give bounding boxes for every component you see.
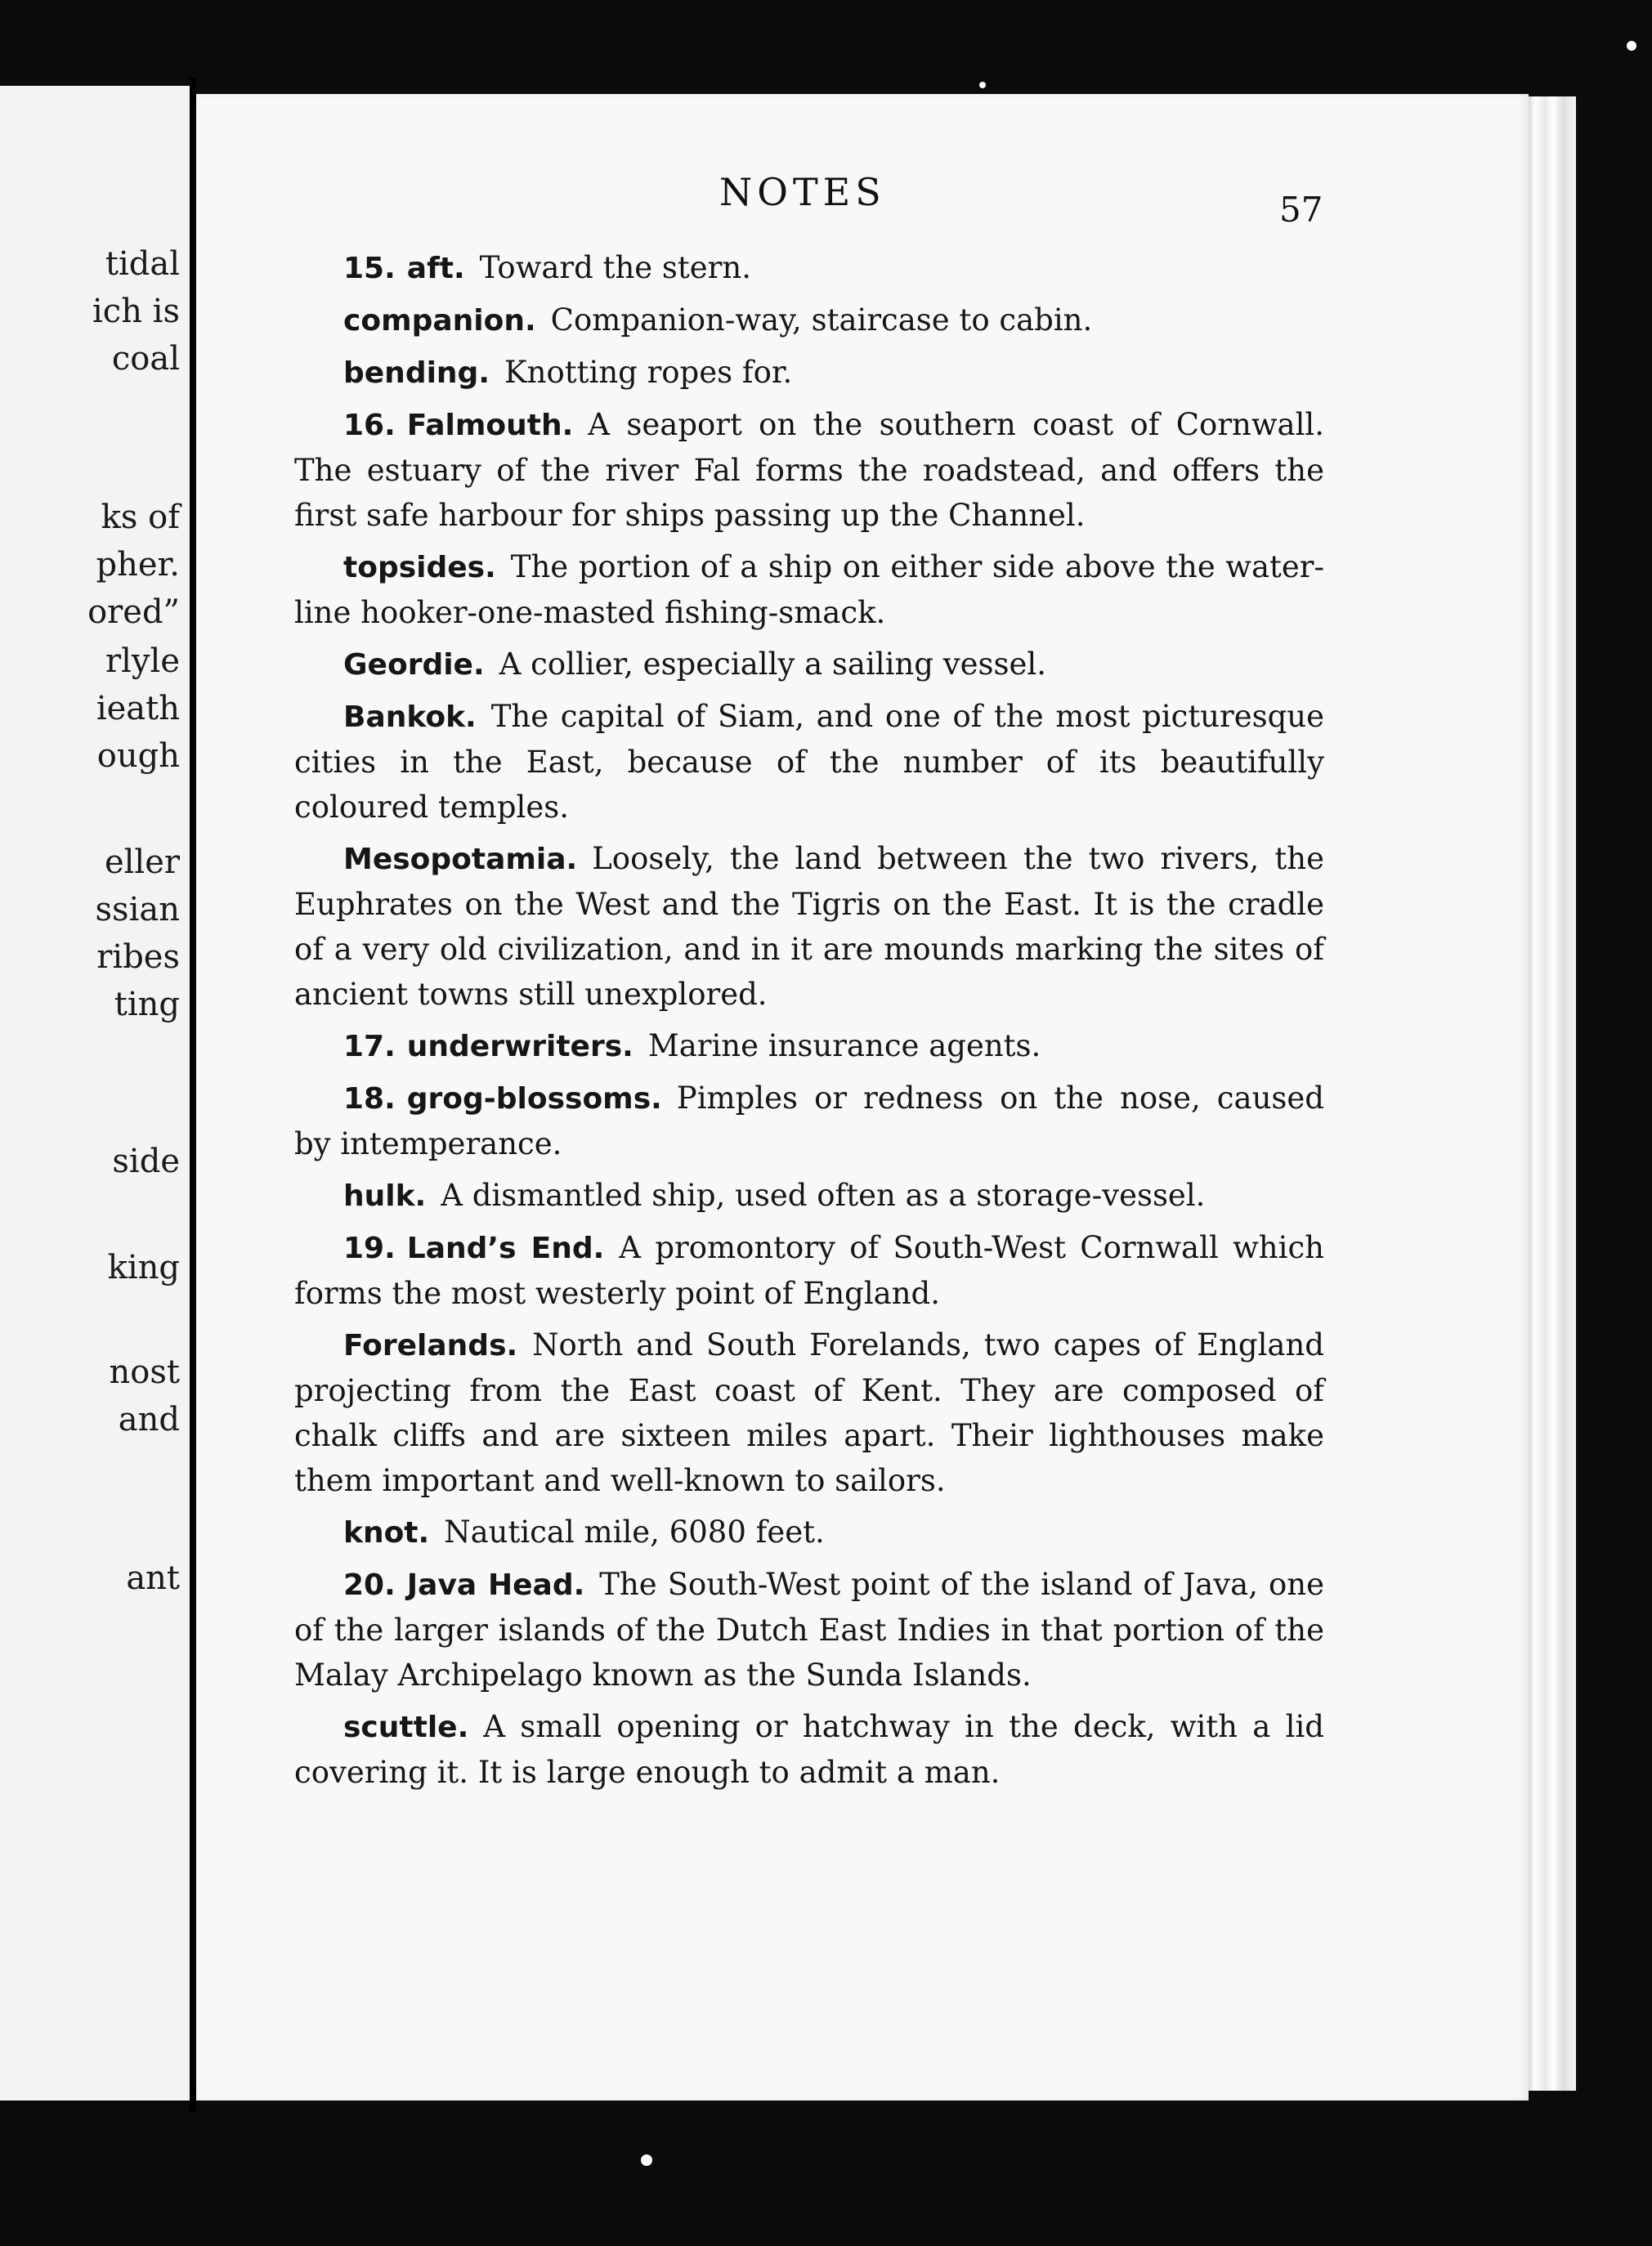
- note-number: 15.: [343, 252, 396, 285]
- note-entry: [294, 298, 1324, 343]
- facing-page-text-fragment: pher.: [96, 546, 180, 584]
- facing-page-text-fragment: ribes: [96, 938, 180, 976]
- facing-page-text-fragment: ich is: [92, 293, 180, 330]
- page-number: 57: [1279, 190, 1323, 230]
- dust-speck: [641, 2154, 652, 2166]
- note-entry: [294, 1076, 1324, 1166]
- facing-page-text-fragment: and: [118, 1401, 180, 1438]
- note-definition: A promontory of South-West Cornwall which forms the most westerly point of England.: [294, 1230, 1324, 1311]
- note-term: Land’s End.: [406, 1232, 605, 1265]
- note-definition: Marine insurance agents.: [647, 1028, 1041, 1063]
- note-term: Falmouth.: [406, 409, 574, 442]
- note-number: 17.: [343, 1030, 396, 1063]
- note-term: underwriters.: [406, 1030, 633, 1063]
- note-term: bending.: [343, 356, 490, 390]
- facing-page-text-fragment: eller: [104, 843, 180, 881]
- note-definition: Nautical mile, 6080 feet.: [444, 1514, 825, 1550]
- note-entry: [294, 1704, 1324, 1795]
- book-gutter: [190, 78, 196, 2113]
- page-stack-edge: [1529, 96, 1576, 2091]
- note-definition: A seaport on the southern coast of Cornwall. The estuary of the river Fal forms the roadstead, and offers the first safe harbour for ships passing up the Channel.: [294, 407, 1324, 533]
- note-term: Java Head.: [406, 1568, 585, 1602]
- note-entry: [294, 836, 1324, 1017]
- facing-page-text-fragment: ks of: [101, 499, 180, 536]
- facing-page-text-fragment: ored”: [87, 593, 180, 631]
- note-entry: [294, 544, 1324, 635]
- note-number: 16.: [343, 409, 396, 442]
- facing-page-text-fragment: ieath: [96, 690, 180, 727]
- note-definition: Knotting ropes for.: [504, 355, 793, 390]
- note-definition: Loosely, the land between the two rivers, the Euphrates on the West and the Tigris on the East. It is the cradle of a very old civilization, and in it are mounds marking the sites of ancient towns still unexplored.: [294, 841, 1324, 1012]
- note-number: 19.: [343, 1232, 396, 1265]
- dust-speck: [979, 82, 986, 88]
- note-definition: North and South Forelands, two capes of England projecting from the East coast of Kent. They are composed of chalk cliffs and are sixteen miles apart. Their lighthouses make them important and well-known to sailors.: [294, 1327, 1324, 1498]
- running-head: NOTES: [719, 170, 886, 214]
- note-entry: [294, 642, 1324, 687]
- note-definition: Companion-way, staircase to cabin.: [550, 302, 1093, 338]
- note-term: Forelands.: [343, 1329, 518, 1362]
- facing-page-edge: [0, 86, 190, 2101]
- note-term: companion.: [343, 304, 536, 338]
- facing-page-text-fragment: ting: [114, 986, 180, 1023]
- note-term: Geordie.: [343, 648, 485, 682]
- notes-list: [294, 245, 1324, 1801]
- note-definition: A dismantled ship, used often as a storage-vessel.: [441, 1178, 1206, 1213]
- facing-page-text-fragment: side: [112, 1143, 180, 1180]
- note-entry: [294, 1562, 1324, 1698]
- dust-speck: [1627, 41, 1636, 51]
- facing-page-text-fragment: ant: [126, 1559, 180, 1597]
- note-term: scuttle.: [343, 1711, 469, 1744]
- facing-page-text-fragment: ssian: [95, 891, 180, 928]
- note-definition: Toward the stern.: [479, 250, 751, 285]
- note-entry: [294, 1225, 1324, 1316]
- facing-page-text-fragment: ough: [96, 737, 180, 775]
- note-entry: [294, 350, 1324, 396]
- note-entry: [294, 1173, 1324, 1219]
- facing-page-text-fragment: coal: [111, 340, 180, 378]
- note-definition: A small opening or hatchway in the deck, with a lid covering it. It is large enough to admit a man.: [294, 1709, 1324, 1790]
- note-entry: [294, 402, 1324, 538]
- note-term: hulk.: [343, 1179, 427, 1213]
- note-entry: [294, 694, 1324, 830]
- note-definition: A collier, especially a sailing vessel.: [499, 647, 1046, 682]
- note-entry: [294, 1510, 1324, 1555]
- note-term: grog-blossoms.: [406, 1082, 662, 1116]
- note-definition: Pimples or redness on the nose, caused by intemperance.: [294, 1080, 1324, 1161]
- note-entry: [294, 1322, 1324, 1503]
- note-term: aft.: [406, 252, 465, 285]
- note-definition: The capital of Siam, and one of the most picturesque cities in the East, because of the number of its beautifully coloured temples.: [294, 699, 1324, 825]
- note-number: 18.: [343, 1082, 396, 1116]
- note-entry: [294, 1023, 1324, 1069]
- facing-page-text-fragment: rlyle: [105, 642, 180, 680]
- note-definition: The portion of a ship on either side above the water-line hooker-one-masted fishing-smack.: [294, 549, 1324, 630]
- note-entry: [294, 245, 1324, 291]
- facing-page-text-fragment: king: [107, 1249, 180, 1286]
- note-term: Mesopotamia.: [343, 843, 578, 876]
- note-term: topsides.: [343, 551, 496, 584]
- facing-page-text-fragment: tidal: [105, 245, 180, 283]
- note-definition: The South-West point of the island of Java, one of the larger islands of the Dutch East Indies in that portion of the Malay Archipelago known as the Sunda Islands.: [294, 1567, 1325, 1693]
- facing-page-text-fragment: nost: [109, 1353, 180, 1391]
- note-number: 20.: [343, 1568, 396, 1602]
- note-term: knot.: [343, 1516, 430, 1550]
- note-term: Bankok.: [343, 700, 477, 734]
